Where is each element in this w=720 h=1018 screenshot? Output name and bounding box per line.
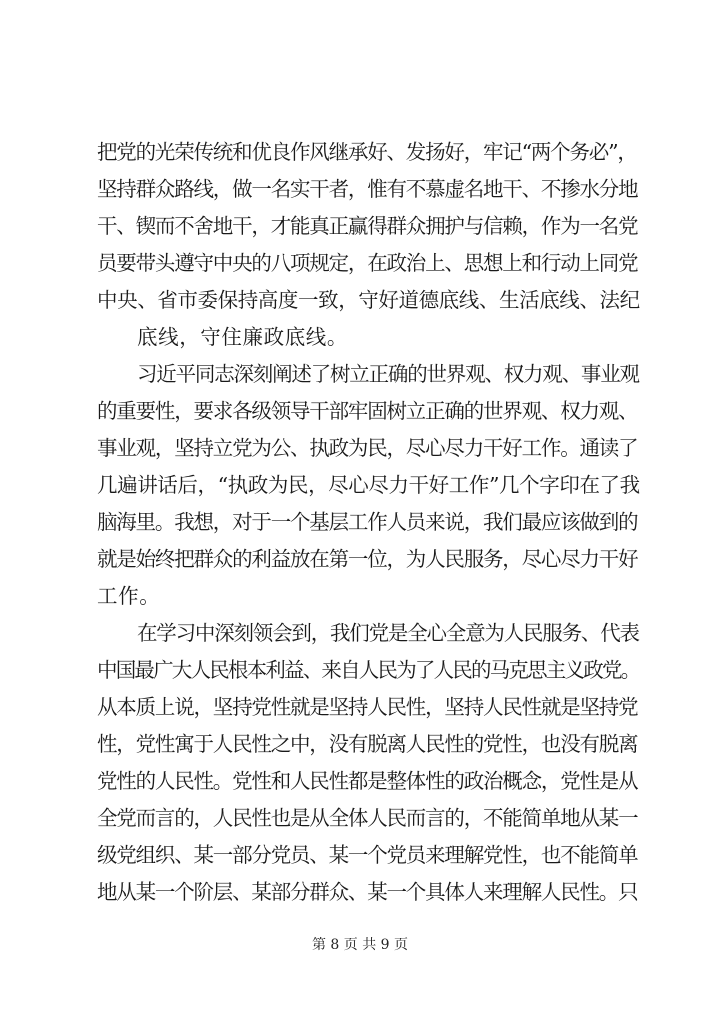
text-line: 中国最广大人民根本利益、来自人民为了人民的马克思主义政党。	[97, 658, 640, 682]
text-line: 工作。	[97, 584, 161, 608]
text-line: 中央、省市委保持高度一致，守好道德底线、生活底线、法纪	[97, 288, 640, 312]
text-line: 把党的光荣传统和优良作风继承好、发扬好，牢记“两个务必”，	[97, 140, 637, 164]
text-line: 底线，守住廉政底线。	[137, 325, 348, 349]
text-line: 从本质上说，坚持党性就是坚持人民性，坚持人民性就是坚持党	[97, 695, 638, 719]
text-line: 几遍讲话后，“执政为民，尽心尽力干好工作”几个字印在了我	[97, 473, 640, 497]
text-line: 的重要性，要求各级领导干部牢固树立正确的世界观、权力观、	[97, 399, 638, 423]
text-line: 全党而言的，人民性也是从全体人民而言的，不能简单地从某一	[97, 806, 638, 830]
paragraph-start-line: 习近平同志深刻阐述了树立正确的世界观、权力观、事业观	[137, 362, 639, 386]
text-line: 事业观，坚持立党为公、执政为民，尽心尽力干好工作。通读了	[97, 436, 638, 460]
text-line: 坚持群众路线，做一名实干者，惟有不慕虚名地干、不掺水分地	[97, 177, 638, 201]
text-line: 脑海里。我想，对于一个基层工作人员来说，我们最应该做到的	[97, 510, 638, 534]
text-line: 干、锲而不舍地干，才能真正赢得群众拥护与信赖，作为一名党	[97, 214, 638, 238]
page-footer: 第 8 页 共 9 页	[311, 937, 409, 953]
text-line: 就是始终把群众的利益放在第一位，为人民服务，尽心尽力干好	[97, 547, 638, 571]
text-line: 地从某一个阶层、某部分群众、某一个具体人来理解人民性。只	[97, 880, 638, 904]
text-line: 党性的人民性。党性和人民性都是整体性的政治概念，党性是从	[97, 769, 638, 793]
paragraph-start-line: 在学习中深刻领会到，我们党是全心全意为人民服务、代表	[137, 621, 639, 645]
text-line: 性，党性寓于人民性之中，没有脱离人民性的党性，也没有脱离	[97, 732, 638, 756]
text-line: 员要带头遵守中央的八项规定，在政治上、思想上和行动上同党	[97, 251, 638, 275]
text-line: 级党组织、某一部分党员、某一个党员来理解党性，也不能简单	[97, 843, 638, 867]
